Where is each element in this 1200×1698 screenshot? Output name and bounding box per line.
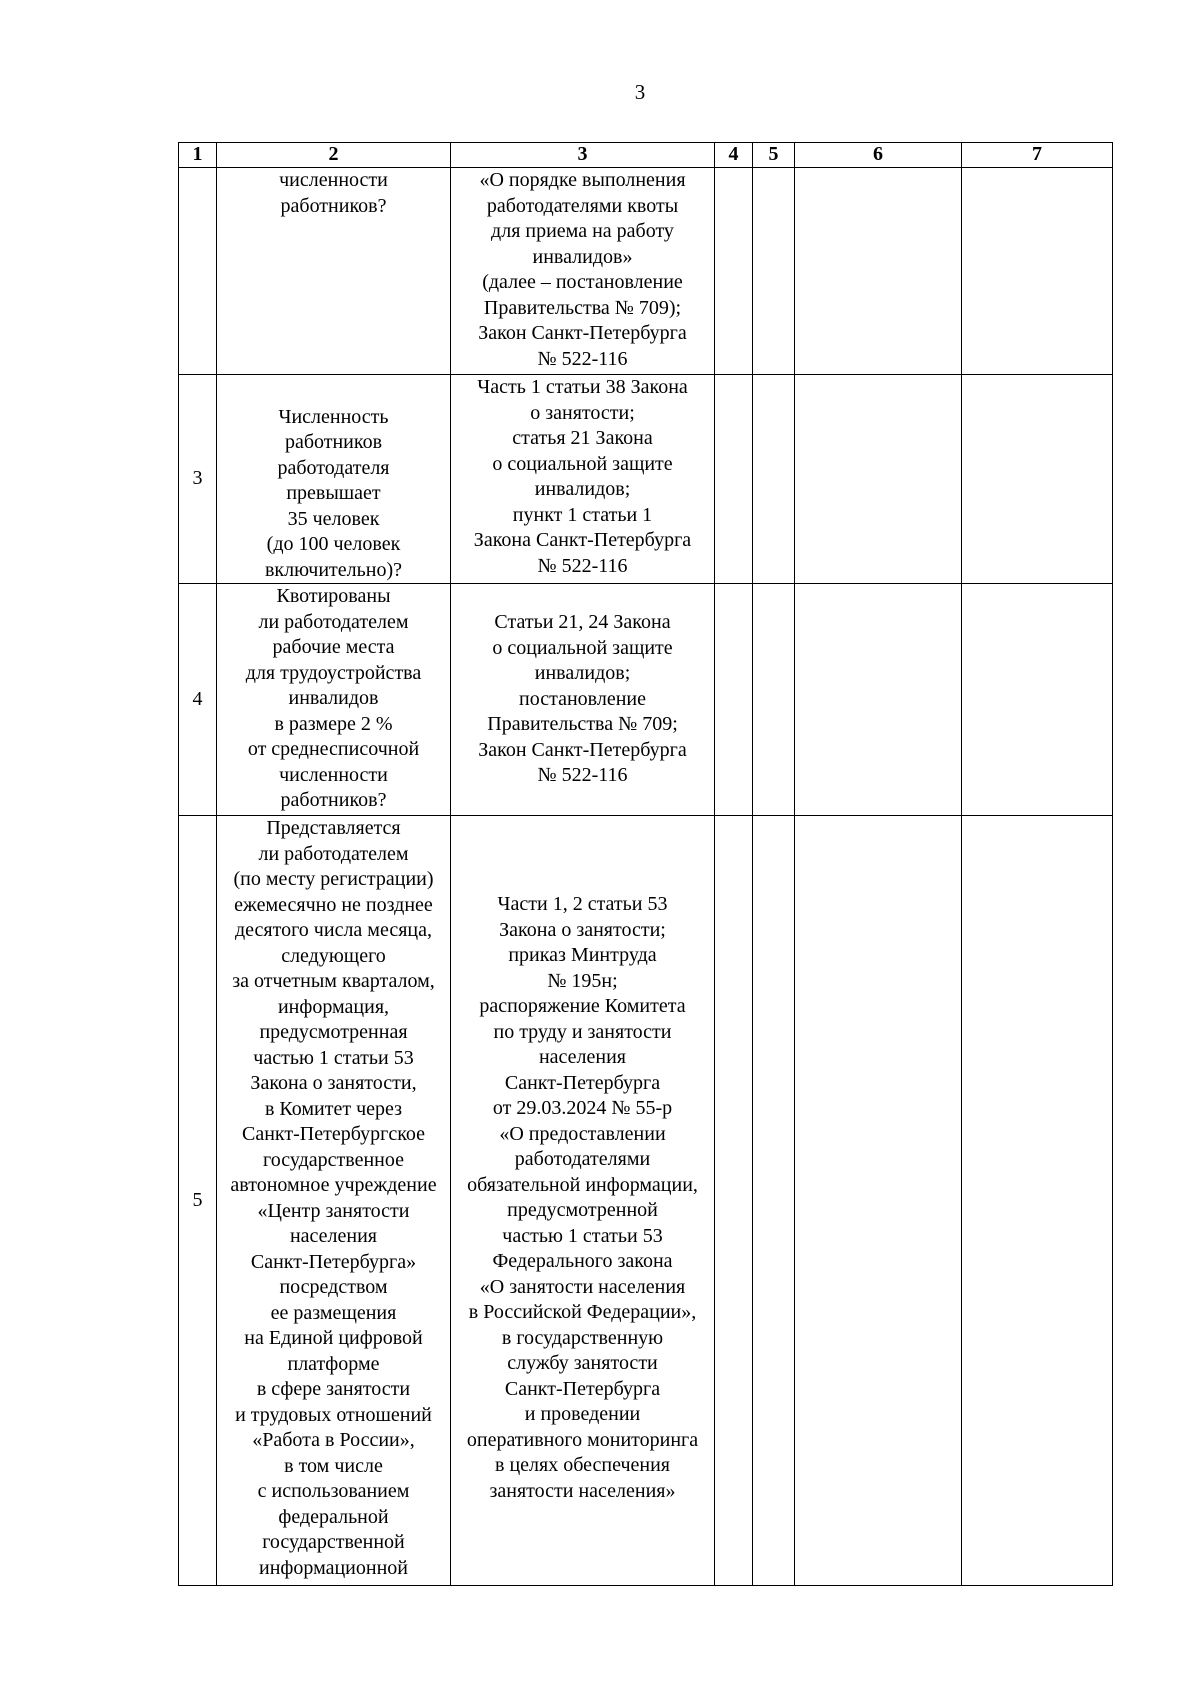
empty-cell-4 bbox=[715, 584, 753, 816]
legal-reference-cell: Части 1, 2 статьи 53 Закона о занятости; приказ Минтруда № 195н; распоряжение Комитета по труду и занятости населения Санкт-Петербурга от 29.03.2024 № 55-р «О предоставлении работодателями обязательной информации, предусмотренной частью 1 статьи 53 Федерального закона «О занятости населения в Российской Федерации», в государственную службу занятости Санкт-Петербурга и проведении оперативного мониторинга в целях обеспечения занятости населения» bbox=[451, 816, 715, 1586]
legal-reference-cell: «О порядке выполнения работодателями квоты для приема на работу инвалидов» (далее – постановление Правительства № 709); Закон Санкт-Петербурга № 522-116 bbox=[451, 168, 715, 375]
question-cell: Численность работников работодателя превышает 35 человек (до 100 человек включительно)? bbox=[217, 375, 451, 584]
row-number: 3 bbox=[179, 375, 217, 584]
empty-cell-7 bbox=[962, 584, 1113, 816]
empty-cell-4 bbox=[715, 375, 753, 584]
question-cell: численности работников? bbox=[217, 168, 451, 375]
empty-cell-7 bbox=[962, 816, 1113, 1586]
checklist-table bbox=[178, 142, 1113, 1586]
empty-cell-4 bbox=[715, 816, 753, 1586]
legal-reference-cell: Статьи 21, 24 Закона о социальной защите инвалидов; постановление Правительства № 709; Закон Санкт-Петербурга № 522-116 bbox=[451, 584, 715, 816]
column-header-5: 5 bbox=[753, 143, 795, 168]
empty-cell-6 bbox=[795, 375, 962, 584]
question-cell: Представляется ли работодателем (по месту регистрации) ежемесячно не позднее десятого числа месяца, следующего за отчетным кварталом, информация, предусмотренная частью 1 статьи 53 Закона о занятости, в Комитет через Санкт-Петербургское государственное автономное учреждение «Центр занятости населения Санкт-Петербурга» посредством ее размещения на Единой цифровой платформе в сфере занятости и трудовых отношений «Работа в России», в том числе с использованием федеральной государственной информационной bbox=[217, 816, 451, 1586]
empty-cell-5 bbox=[753, 168, 795, 375]
header-row bbox=[179, 143, 1113, 168]
empty-cell-6 bbox=[795, 168, 962, 375]
empty-cell-5 bbox=[753, 375, 795, 584]
row-number: 4 bbox=[179, 584, 217, 816]
empty-cell-7 bbox=[962, 168, 1113, 375]
column-header-4: 4 bbox=[715, 143, 753, 168]
row-number bbox=[179, 168, 217, 375]
column-header-3: 3 bbox=[451, 143, 715, 168]
column-header-2: 2 bbox=[217, 143, 451, 168]
column-header-7: 7 bbox=[962, 143, 1113, 168]
empty-cell-5 bbox=[753, 816, 795, 1586]
empty-cell-7 bbox=[962, 375, 1113, 584]
question-cell: Квотированы ли работодателем рабочие места для трудоустройства инвалидов в размере 2 % от среднесписочной численности работников? bbox=[217, 584, 451, 816]
page-number: 3 bbox=[634, 80, 646, 104]
column-header-6: 6 bbox=[795, 143, 962, 168]
table-row bbox=[179, 168, 1113, 375]
empty-cell-6 bbox=[795, 816, 962, 1586]
column-header-1: 1 bbox=[179, 143, 217, 168]
table-row bbox=[179, 584, 1113, 816]
legal-reference-cell: Часть 1 статьи 38 Закона о занятости; статья 21 Закона о социальной защите инвалидов; пункт 1 статьи 1 Закона Санкт-Петербурга № 522-116 bbox=[451, 375, 715, 584]
empty-cell-5 bbox=[753, 584, 795, 816]
empty-cell-4 bbox=[715, 168, 753, 375]
empty-cell-6 bbox=[795, 584, 962, 816]
table-row bbox=[179, 375, 1113, 584]
row-number: 5 bbox=[179, 816, 217, 1586]
table-row bbox=[179, 816, 1113, 1586]
